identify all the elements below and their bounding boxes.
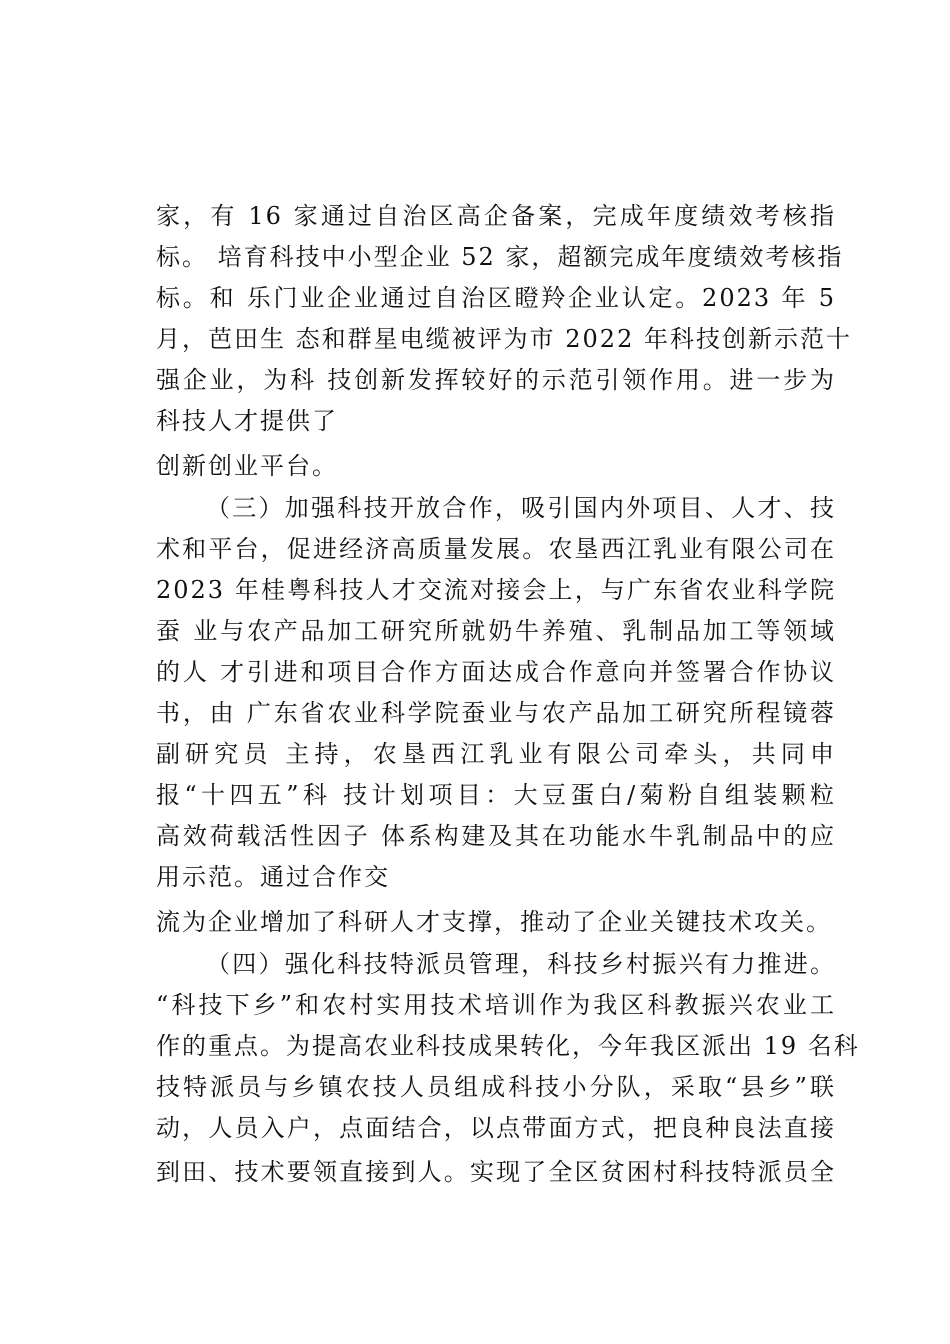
text-line-1: 家，有 16 家通过自治区高企备案，完成年度绩效考核指: [156, 202, 836, 230]
text-line-12: 的人 才引进和项目合作方面达成合作意向并签署合作协议: [156, 658, 836, 686]
text-line-9: 术和平台，促进经济高质量发展。农垦西江乳业有限公司在: [156, 535, 836, 563]
text-line-13: 书，由 广东省农业科学院蚕业与农产品加工研究所程镜蓉: [156, 699, 836, 727]
text-line-14: 副研究员 主持，农垦西江乳业有限公司牵头，共同申: [156, 740, 836, 768]
text-line-21: 作的重点。为提高农业科技成果转化，今年我区派出 19 名科: [156, 1032, 860, 1060]
text-line-22: 技特派员与乡镇农技人员组成科技小分队，采取“县乡”联: [156, 1073, 836, 1101]
text-line-6: 科技人才提供了: [156, 407, 338, 435]
text-line-5: 强企业，为科 技创新发挥较好的示范引领作用。进一步为: [156, 366, 836, 394]
text-line-2: 标。 培育科技中小型企业 52 家，超额完成年度绩效考核指: [156, 243, 844, 271]
section-heading-4: （四）强化科技特派员管理，科技乡村振兴有力推进。: [206, 950, 836, 978]
text-line-11: 蚕 业与农产品加工研究所就奶牛养殖、乳制品加工等领域: [156, 617, 836, 645]
text-line-7: 创新创业平台。: [156, 452, 338, 480]
text-line-24: 到田、技术要领直接到人。实现了全区贫困村科技特派员全: [156, 1158, 836, 1186]
text-line-15: 报“十四五”科 技计划项目：大豆蛋白/菊粉自组装颗粒: [156, 781, 836, 809]
text-line-20: “科技下乡”和农村实用技术培训作为我区科教振兴农业工: [156, 991, 836, 1019]
text-line-3: 标。和 乐门业企业通过自治区瞪羚企业认定。2023 年 5: [156, 284, 836, 312]
text-line-23: 动，人员入户，点面结合，以点带面方式，把良种良法直接: [156, 1114, 836, 1142]
text-line-10: 2023 年桂粤科技人才交流对接会上，与广东省农业科学院: [156, 576, 836, 604]
text-line-18: 流为企业增加了科研人才支撑，推动了企业关键技术攻关。: [156, 908, 832, 936]
text-line-4: 月，芭田生 态和群星电缆被评为市 2022 年科技创新示范十: [156, 325, 852, 353]
section-heading-3: （三）加强科技开放合作，吸引国内外项目、人才、技: [206, 494, 836, 522]
text-line-17: 用示范。通过合作交: [156, 863, 390, 891]
text-line-16: 高效荷载活性因子 体系构建及其在功能水牛乳制品中的应: [156, 822, 836, 850]
